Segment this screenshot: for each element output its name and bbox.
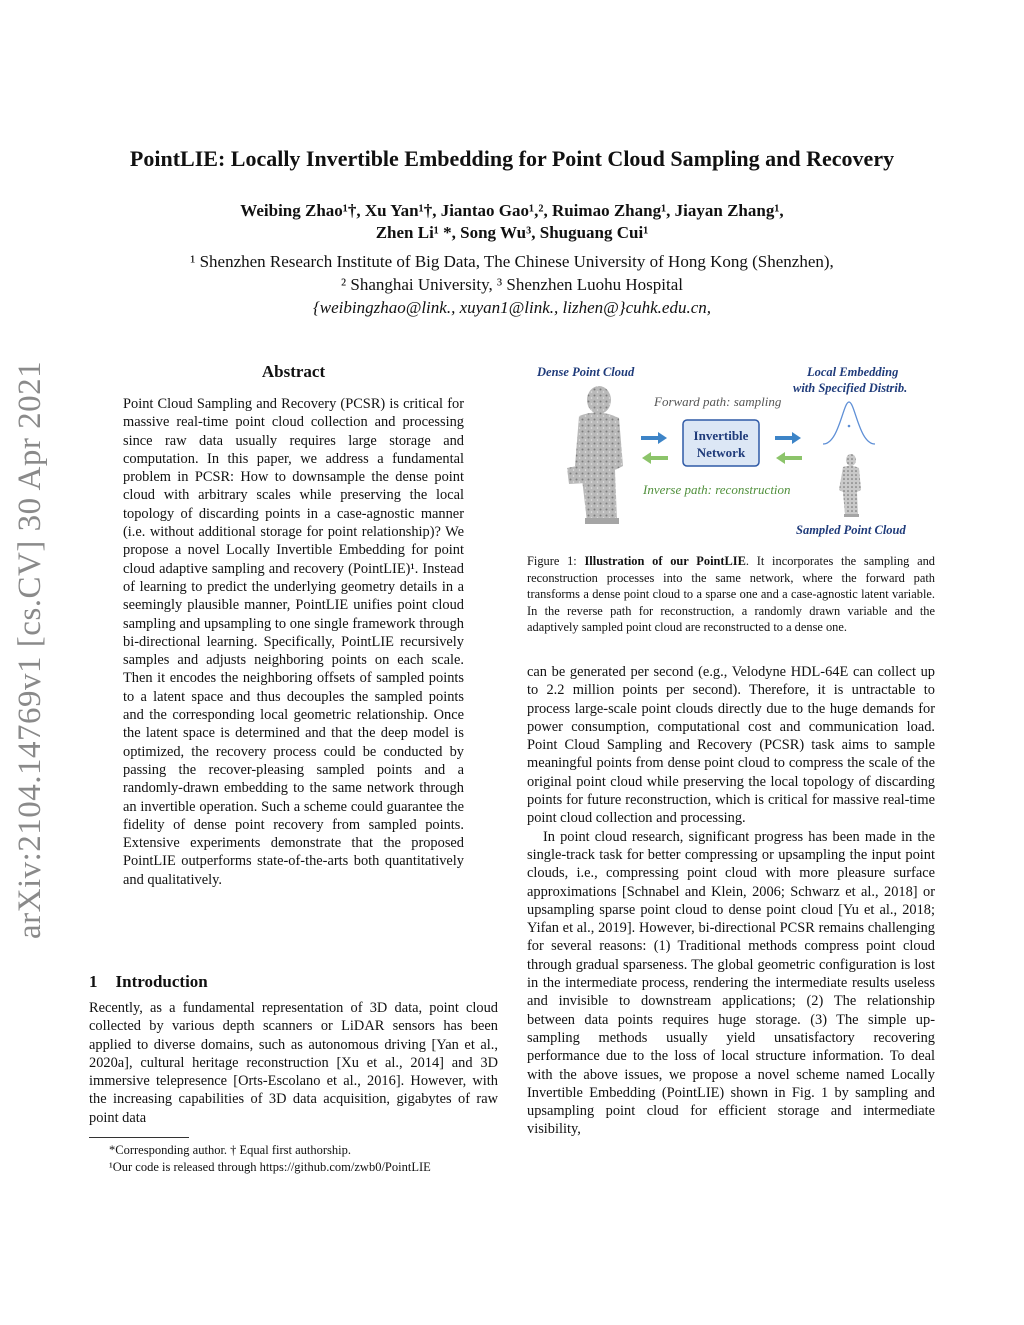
section-number: 1 xyxy=(89,972,98,991)
footnote-code: ¹Our code is released through https://github.com/zwb0/PointLIE xyxy=(109,1160,431,1174)
forward-arrow-left xyxy=(641,432,667,444)
footnotes xyxy=(89,1142,509,1176)
forward-arrow-right xyxy=(775,432,801,444)
paper-title: PointLIE: Locally Invertible Embedding for Point Cloud Sampling and Recovery xyxy=(129,146,895,171)
inverse-arrow-left xyxy=(642,452,668,464)
label-local-embedding: Local Embedding xyxy=(807,365,899,379)
affiliations xyxy=(80,250,944,319)
intro-paragraph-3: In point cloud research, significant progress has been made in the single-track task for better compressing or upsampling the input point clouds, i.e., compressing point cloud with more pleasure surface approximations [Schnabel and Klein, 2006; Schwarz et al., 2018] or upsampling sparse point cloud to dense point cloud [Yu et al., 2018; Yifan et al., 2019]. However, bi-directional PCSR remains challenging for several reasons: (1) Traditional methods compress point cloud through gradual sparseness. The global geometric configuration is lost in the intermediate process, rendering the intermediate results useless and invisible to downstream applications; (2) The relationship between data points requires huge storage. (3) The simple up-sampling methods usually yield unsatisfactory recovering performance due to the loss of local structure information. To deal with the above issues, we propose a novel scheme named Locally Invertible Embedding (PointLIE) shown in Fig. 1 by sampling and upsampling point cloud for efficient storage and intermediate visibility, xyxy=(527,828,935,1138)
abstract-body xyxy=(123,395,464,889)
section-title: Introduction xyxy=(115,972,208,991)
dense-statue-image xyxy=(567,386,623,524)
label-specified-distribution: with Specified Distrib. xyxy=(793,381,908,395)
authors-line-2: Zhen Li¹ *, Song Wu³, Shuguang Cui¹ xyxy=(375,223,649,242)
gaussian-distribution-curve xyxy=(823,402,875,444)
intro-left-column xyxy=(89,999,498,1127)
authors-line-1: Weibing Zhao¹†, Xu Yan¹†, Jiantao Gao¹,², Ruimao Zhang¹, Jiayan Zhang¹, xyxy=(240,201,784,220)
label-inverse-path: Inverse path: reconstruction xyxy=(643,482,791,497)
figure-1 xyxy=(527,358,935,543)
label-sampled-point-cloud: Sampled Point Cloud xyxy=(796,523,906,537)
affiliation-line-2: ² Shanghai University, ³ Shenzhen Luohu Hospital xyxy=(341,275,683,294)
label-forward-path: Forward path: sampling xyxy=(654,394,782,409)
network-label-line-1: Invertible xyxy=(693,428,749,443)
sample-point xyxy=(848,425,851,428)
caption-prefix: Figure 1: xyxy=(527,554,585,568)
figure-1-caption xyxy=(527,553,935,636)
abstract-paragraph: Point Cloud Sampling and Recovery (PCSR) is critical for massive real-time point cloud collection and processing since raw data usually requires large storage and computation. In this paper, we address a fundamental problem in PCSR: How to downsample the dense point cloud with arbitrary scales while preserving the local topology of discarding points in a case-agnostic manner (i.e. without additional storage for point relationship)? We propose a novel Locally Invertible Embedding for point cloud adaptive sampling and recovery (PointLIE)¹. Instead of learning to predict the underlying geometry details in a seemingly plausible manner, PointLIE unifies point cloud sampling and upsampling to one single framework through bi-directional learning. Specifically, PointLIE recursively samples and adjusts neighboring points on each scale. Then it encodes the neighboring offsets of sampled points to a latent space and thus decouples the sampled points and the corresponding local geometric relationship. Once the latent space is determined and that the deep model is optimized, the recovery process could be conducted by passing the recover-pleasing sampled points and a randomly-drawn embedding to the same network through an invertible operation. Such a scheme could guarantee the fidelity of dense point recovery from sampled points. Extensive experiments demonstrate that the proposed PointLIE outperforms state-of-the-arts both quantitatively and qualitatively. xyxy=(123,396,464,888)
network-label-line-2: Network xyxy=(696,445,746,460)
inverse-arrow-right xyxy=(776,452,802,464)
caption-bold-title: Illustration of our PointLIE xyxy=(584,554,746,568)
label-dense-point-cloud: Dense Point Cloud xyxy=(537,365,635,379)
affiliation-line-1: ¹ Shenzhen Research Institute of Big Data, The Chinese University of Hong Kong (Shenzhen), xyxy=(190,252,834,271)
sampled-statue-image xyxy=(839,454,861,517)
footnote-corresponding: *Corresponding author. † Equal first authorship. xyxy=(109,1143,351,1157)
intro-paragraph-2: can be generated per second (e.g., Velodyne HDL-64E can collect up to 2.2 million points per second). Therefore, it is untractable to process large-scale point clouds directly due to the huge demands for power consumption, computational cost and communication load. Point Cloud Sampling and Recovery (PCSR) task aims to sample meaningful points from dense point cloud to compress the scale of the original point cloud while preserving the local topology of discarding points for future reconstruction, which is critical for massive real-time point cloud collection and processing. xyxy=(527,664,935,827)
section-heading-introduction xyxy=(89,972,208,992)
intro-right-column xyxy=(527,663,935,1139)
author-emails: {weibingzhao@link., xuyan1@link., lizhen@}cuhk.edu.cn, xyxy=(312,298,712,317)
figure-1-illustration xyxy=(527,358,935,543)
caption-text: . It incorporates the sampling and reconstruction processes into the same network, where the forward path transforms a dense point cloud to a sparse one and a case-agnostic latent variable. In the reverse path for reconstruction, a randomly drawn variable and the adaptively sampled point cloud are reconstructed to a dense one. xyxy=(527,554,935,634)
footnote-rule xyxy=(89,1137,189,1138)
author-list xyxy=(120,200,904,244)
abstract-heading: Abstract xyxy=(261,362,326,381)
intro-paragraph-1: Recently, as a fundamental representation of 3D data, point cloud collected by various depth scanners or LiDAR sensors has been applied to diverse domains, such as autonomous driving [Yan et al., 2020a], cultural heritage reconstruction [Xu et al., 2014] and 3D immersive telepresence [Orts-Escolano et al., 2016]. However, with the increasing capabilities of 3D data acquisition, gigabytes of raw point data xyxy=(89,1000,498,1126)
arxiv-identifier: arXiv:2104.14769v1 [cs.CV] 30 Apr 2021 xyxy=(12,360,48,940)
